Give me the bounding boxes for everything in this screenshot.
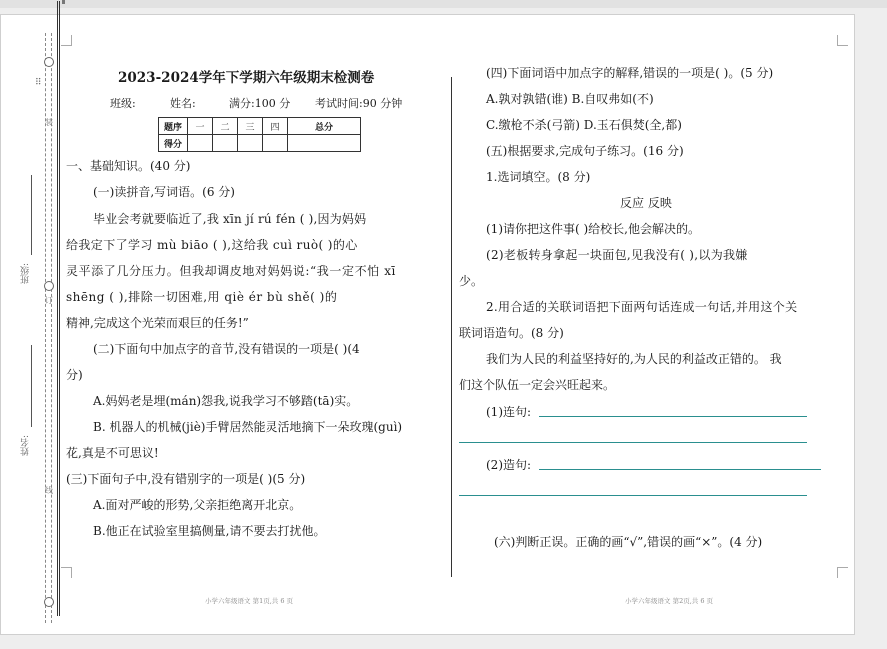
question-heading: (一)读拼音,写词语。(6 分) bbox=[93, 185, 235, 199]
binding-solid-line-2 bbox=[59, 1, 60, 616]
binding-class-line bbox=[31, 175, 32, 255]
answer-line[interactable] bbox=[459, 495, 807, 496]
info-class: 班级: bbox=[110, 97, 136, 110]
paragraph-line: 灵平添了几分压力。但我却调皮地对妈妈说:“我一定不怕 xī bbox=[66, 264, 396, 278]
score-cell: 得分 bbox=[159, 135, 188, 152]
binding-mark: 装 bbox=[45, 118, 53, 127]
score-cell-empty[interactable] bbox=[213, 135, 238, 152]
score-cell-empty[interactable] bbox=[238, 135, 263, 152]
crop-mark bbox=[837, 35, 848, 46]
score-cell: 题序 bbox=[159, 118, 188, 135]
paragraph-line: 毕业会考就要临近了,我 xīn jí rú fén ( ),因为妈妈 bbox=[93, 212, 367, 226]
binding-hole bbox=[44, 57, 54, 67]
question-heading: (三)下面句子中,没有错别字的一项是( )(5 分) bbox=[66, 472, 306, 486]
binding-hole bbox=[44, 597, 54, 607]
score-cell-empty[interactable] bbox=[263, 135, 288, 152]
exam-title: 2023-2024学年下学期六年级期末检测卷 bbox=[118, 70, 375, 86]
section-heading: 一、基础知识。(40 分) bbox=[66, 159, 191, 173]
binding-name-label: 姓名: bbox=[21, 435, 31, 457]
crop-mark bbox=[837, 567, 848, 578]
drag-handle-icon[interactable]: ⠿ bbox=[35, 78, 43, 88]
binding-name-line bbox=[31, 345, 32, 427]
crop-mark bbox=[61, 35, 72, 46]
score-cell-empty[interactable] bbox=[288, 135, 361, 152]
binding-hole bbox=[44, 281, 54, 291]
question-heading: (五)根据要求,完成句子练习。(16 分) bbox=[486, 144, 684, 158]
score-cell: 二 bbox=[213, 118, 238, 135]
fill-sentence-cont: 少。 bbox=[459, 274, 484, 288]
score-table-header-row bbox=[159, 118, 361, 135]
score-cell-empty[interactable] bbox=[188, 135, 213, 152]
sub-question: 2.用合适的关联词语把下面两句话连成一句话,并用这个关 bbox=[486, 300, 798, 314]
sub-question-cont: 联词语造句。(8 分) bbox=[459, 326, 564, 340]
score-table-score-row bbox=[159, 135, 361, 152]
options-cd: C.缴枪不杀(弓箭) D.玉石俱焚(全,都) bbox=[486, 118, 682, 132]
answer-line[interactable] bbox=[539, 416, 807, 417]
option-a: A.妈妈老是埋(mán)怨我,说我学习不够踏(tā)实。 bbox=[93, 394, 359, 408]
info-time: 考试时间:90 分钟 bbox=[315, 97, 403, 110]
score-cell: 一 bbox=[188, 118, 213, 135]
fill-sentence: (2)老板转身拿起一块面包,见我没有( ),以为我嫌 bbox=[486, 248, 748, 262]
question-heading: (四)下面词语中加点字的解释,错误的一项是( )。(5 分) bbox=[486, 66, 774, 80]
crop-mark bbox=[61, 567, 72, 578]
source-sentence: 我们为人民的利益坚持好的,为人民的利益改正错的。 我 bbox=[486, 352, 782, 366]
fill-sentence: (1)请你把这件事( )给校长,他会解决的。 bbox=[486, 222, 700, 236]
options-ab: A.孰对孰错(谁) B.自叹弗如(不) bbox=[486, 92, 654, 106]
question-heading-cont: 分) bbox=[66, 368, 83, 382]
join-sentence-label: (1)连句: bbox=[486, 405, 532, 419]
paragraph-line: 给我定下了学习 mù biāo ( ),这给我 cuì ruò( )的心 bbox=[66, 238, 358, 252]
source-sentence-cont: 们这个队伍一定会兴旺起来。 bbox=[459, 378, 616, 392]
top-ruler bbox=[0, 0, 887, 8]
option-a: A.面对严峻的形势,父亲拒绝离开北京。 bbox=[93, 498, 302, 512]
binding-mark: 线 bbox=[45, 486, 53, 495]
column-divider bbox=[451, 77, 452, 577]
option-b: B. 机器人的机械(jiè)手臂居然能灵活地摘下一朵玫瑰(guì) bbox=[93, 420, 403, 434]
answer-line[interactable] bbox=[459, 442, 807, 443]
page-footer-left: 小学六年级语文 第1页,共 6 页 bbox=[205, 597, 294, 605]
question-heading: (六)判断正误。正确的画“√”,错误的画“×”。(4 分) bbox=[494, 535, 763, 549]
score-cell: 总分 bbox=[288, 118, 361, 135]
binding-class-label: 班级: bbox=[21, 263, 31, 285]
score-cell: 四 bbox=[263, 118, 288, 135]
paragraph-line: shēng ( ),排除一切困难,用 qiè ér bù shě( )的 bbox=[66, 290, 338, 304]
question-heading: (二)下面句中加点字的音节,没有错误的一项是( )(4 bbox=[93, 342, 360, 356]
word-choices: 反应 反映 bbox=[620, 196, 672, 210]
make-sentence-label: (2)造句: bbox=[486, 458, 532, 472]
page-footer-right: 小学六年级语文 第2页,共 6 页 bbox=[625, 597, 714, 605]
option-b: B.他正在试验室里搞侧量,请不要去打扰他。 bbox=[93, 524, 326, 538]
paragraph-line: 精神,完成这个光荣而艰巨的任务!” bbox=[66, 316, 249, 330]
info-full-score: 满分:100 分 bbox=[229, 97, 291, 110]
sub-question: 1.选词填空。(8 分) bbox=[486, 170, 591, 184]
info-name: 姓名: bbox=[170, 97, 196, 110]
binding-solid-line bbox=[57, 1, 58, 616]
score-table bbox=[158, 117, 361, 152]
answer-line[interactable] bbox=[539, 469, 821, 470]
binding-mark: 订 bbox=[45, 296, 53, 305]
score-cell: 三 bbox=[238, 118, 263, 135]
option-b-cont: 花,真是不可思议! bbox=[66, 446, 159, 460]
